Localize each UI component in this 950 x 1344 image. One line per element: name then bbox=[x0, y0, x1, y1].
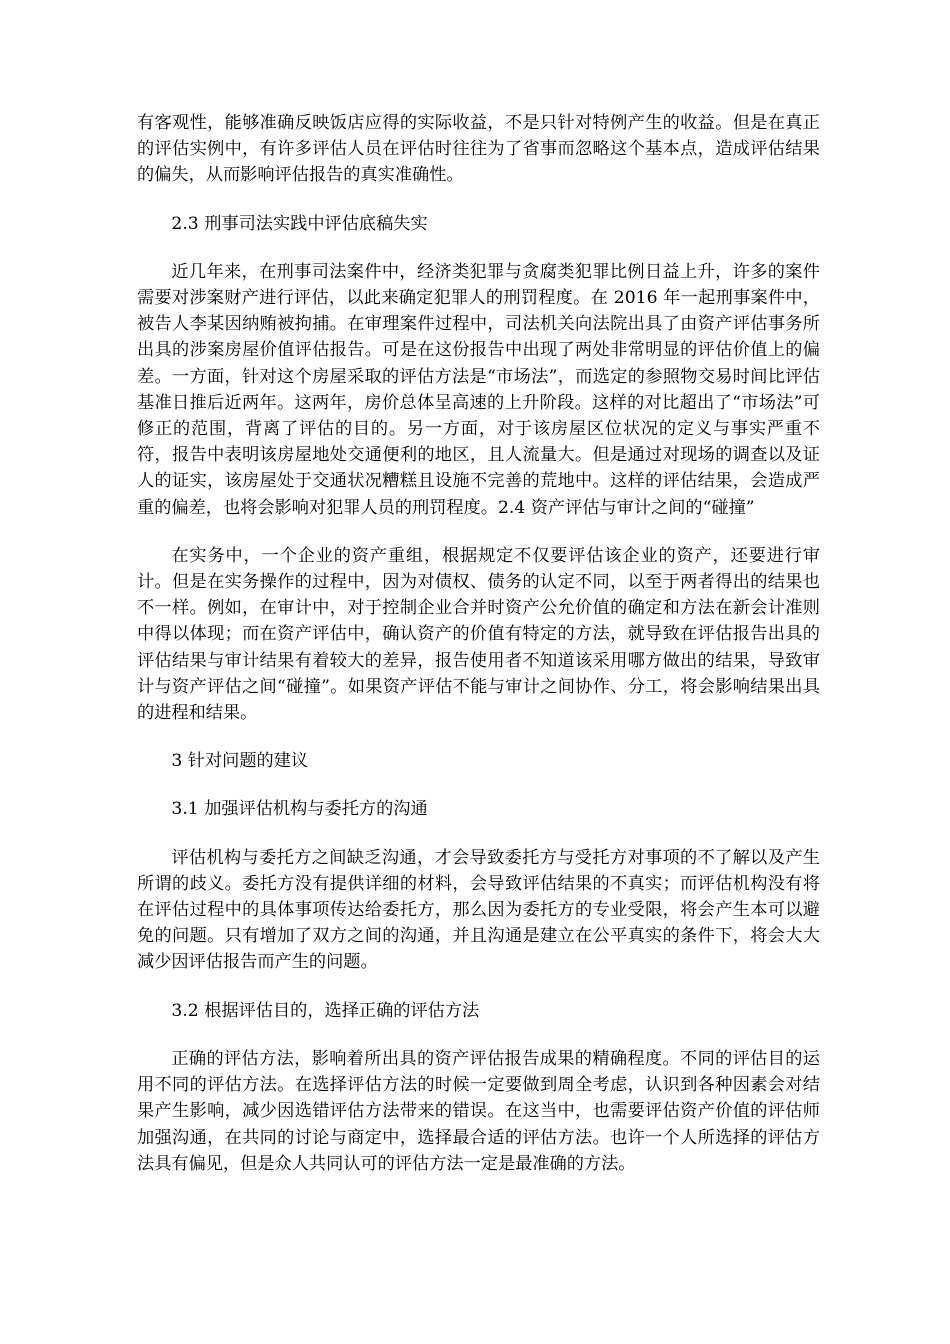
paragraph-communication: 评估机构与委托方之间缺乏沟通，才会导致委托方与受托方对事项的不了解以及产生所谓的歧义。委托方没有提供详细的材料，会导致评估结果的不真实；而评估机构没有将在评估过程中的具体事项传达给委托方，那么因为委托方的专业受限，将会产生本可以避免的问题。只有增加了双方之间的沟通，并且沟通是建立在公平真实的条件下，将会大大减少因评估报告而产生的问题。 bbox=[137, 847, 820, 973]
section-heading-3-2: 3.2 根据评估目的，选择正确的评估方法 bbox=[171, 1000, 480, 1021]
paragraph-criminal-case: 近几年来，在刑事司法案件中，经济类犯罪与贪腐类犯罪比例日益上升，许多的案件需要对涉案财产进行评估，以此来确定犯罪人的刑罚程度。在 2016 年一起刑事案件中，被告人李某因纳贿被拘捕。在审理案件过程中，司法机关向法院出具了由资产评估事务所出具的涉案房屋价值评估报告。可是在这份报告中出现了两处非常明显的评估价值上的偏差。一方面，针对这个房屋采取的评估方法是“市场法”，而选定的参照物交易时间比评估基准日推后近两年。这两年，房价总体呈高速的上升阶段。这样的对比超出了“市场法”可修正的范围，背离了评估的目的。另一方面，对于该房屋区位状况的定义与事实严重不符，报告中表明该房屋地处交通便利的地区，且人流量大。但是通过对现场的调查以及证人的证实，该房屋处于交通状况糟糕且设施不完善的荒地中。这样的评估结果，会造成严重的偏差，也将会影响对犯罪人员的刑罚程度。2.4 资产评估与审计之间的“碰撞” bbox=[137, 261, 820, 518]
paragraph-method-choice: 正确的评估方法，影响着所出具的资产评估报告成果的精确程度。不同的评估目的运用不同的评估方法。在选择评估方法的时候一定要做到周全考虑，认识到各种因素会对结果产生影响，减少因选错评估方法带来的错误。在这当中，也需要评估资产价值的评估师加强沟通，在共同的讨论与商定中，选择最合适的评估方法。也许一个人所选择的评估方法具有偏见，但是众人共同认可的评估方法一定是最准确的方法。 bbox=[137, 1048, 820, 1174]
section-heading-3-1: 3.1 加强评估机构与委托方的沟通 bbox=[171, 799, 428, 820]
paragraph-continuation: 有客观性，能够准确反映饭店应得的实际收益，不是只针对特例产生的收益。但是在真正的评估实例中，有许多评估人员在评估时往往为了省事而忽略这个基本点，造成评估结果的偏失，从而影响评估报告的真实准确性。 bbox=[137, 113, 820, 186]
section-heading-2-3: 2.3 刑事司法实践中评估底稿失实 bbox=[171, 213, 428, 234]
paragraph-audit-collision: 在实务中，一个企业的资产重组，根据规定不仅要评估该企业的资产，还要进行审计。但是在实务操作的过程中，因为对债权、债务的认定不同，以至于两者得出的结果也不一样。例如，在审计中，对于控制企业合并时资产公允价值的确定和方法在新会计准则中得以体现；而在资产评估中，确认资产的价值有特定的方法，就导致在评估报告出具的评估结果与审计结果有着较大的差异，报告使用者不知道该采用哪方做出的结果，导致审计与资产评估之间“碰撞”。如果资产评估不能与审计之间协作、分工，将会影响结果出具的进程和结果。 bbox=[137, 545, 820, 724]
section-heading-3: 3 针对问题的建议 bbox=[171, 751, 309, 772]
document-page bbox=[137, 110, 820, 1199]
